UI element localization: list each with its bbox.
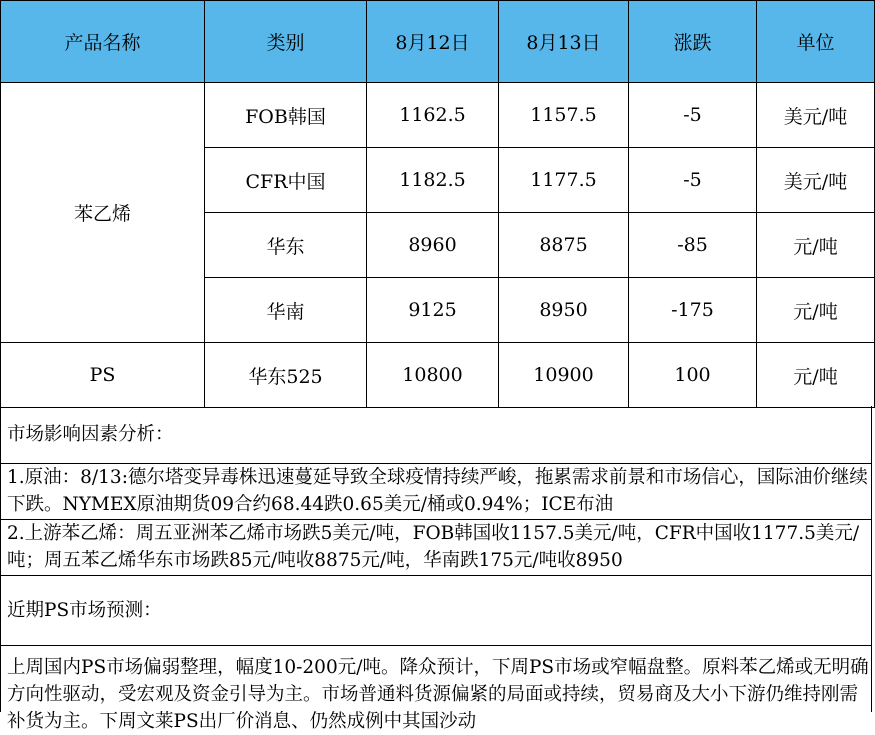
header-change: 涨跌 [629, 1, 757, 83]
forecast-text: 上周国内PS市场偏弱整理，幅度10-200元/吨。降众预计，下周PS市场或窄幅盘整。原料苯乙烯或无明确方向性驱动，受宏观及资金引导为主。市场普通料货源偏紧的局面或持续，贸易商及大小下游仍维持刚需补货为主。下周文莱PS出厂价消息、仍然成例中其国沙动 [0, 646, 872, 712]
table-row [1, 343, 875, 408]
product-styrene: 苯乙烯 [1, 83, 205, 343]
header-product: 产品名称 [1, 1, 205, 83]
header-unit: 单位 [757, 1, 875, 83]
unit-cell: 美元/吨 [757, 148, 875, 213]
aug12-cell: 1162.5 [367, 83, 499, 148]
table-header-row [1, 1, 875, 83]
aug12-cell: 8960 [367, 213, 499, 278]
aug13-cell: 8950 [499, 278, 629, 343]
aug13-cell: 1177.5 [499, 148, 629, 213]
category-cell: 华东525 [205, 343, 367, 408]
forecast-title: 近期PS市场预测： [0, 576, 872, 646]
change-cell: -85 [629, 213, 757, 278]
category-cell: 华南 [205, 278, 367, 343]
aug13-cell: 10900 [499, 343, 629, 408]
analysis-item-crude: 1.原油：8/13:德尔塔变异毒株迅速蔓延导致全球疫情持续严峻，拖累需求前景和市场信心，国际油价继续下跌。NYMEX原油期货09合约68.44跌0.65美元/桶或0.94%；ICE布油 [0, 464, 872, 520]
change-cell: 100 [629, 343, 757, 408]
unit-cell: 元/吨 [757, 278, 875, 343]
header-aug12: 8月12日 [367, 1, 499, 83]
unit-cell: 美元/吨 [757, 83, 875, 148]
header-aug13: 8月13日 [499, 1, 629, 83]
aug12-cell: 10800 [367, 343, 499, 408]
header-category: 类别 [205, 1, 367, 83]
unit-cell: 元/吨 [757, 213, 875, 278]
aug13-cell: 1157.5 [499, 83, 629, 148]
analysis-item-styrene: 2.上游苯乙烯：周五亚洲苯乙烯市场跌5美元/吨，FOB韩国收1157.5美元/吨，CFR中国收1177.5美元/吨；周五苯乙烯华东市场跌85元/吨收8875元/吨，华南跌175元/吨收8950 [0, 520, 872, 576]
change-cell: -5 [629, 148, 757, 213]
product-ps: PS [1, 343, 205, 408]
aug12-cell: 9125 [367, 278, 499, 343]
table-row [1, 83, 875, 148]
change-cell: -5 [629, 83, 757, 148]
aug12-cell: 1182.5 [367, 148, 499, 213]
analysis-title: 市场影响因素分析： [0, 406, 872, 464]
category-cell: CFR中国 [205, 148, 367, 213]
aug13-cell: 8875 [499, 213, 629, 278]
unit-cell: 元/吨 [757, 343, 875, 408]
category-cell: 华东 [205, 213, 367, 278]
category-cell: FOB韩国 [205, 83, 367, 148]
change-cell: -175 [629, 278, 757, 343]
